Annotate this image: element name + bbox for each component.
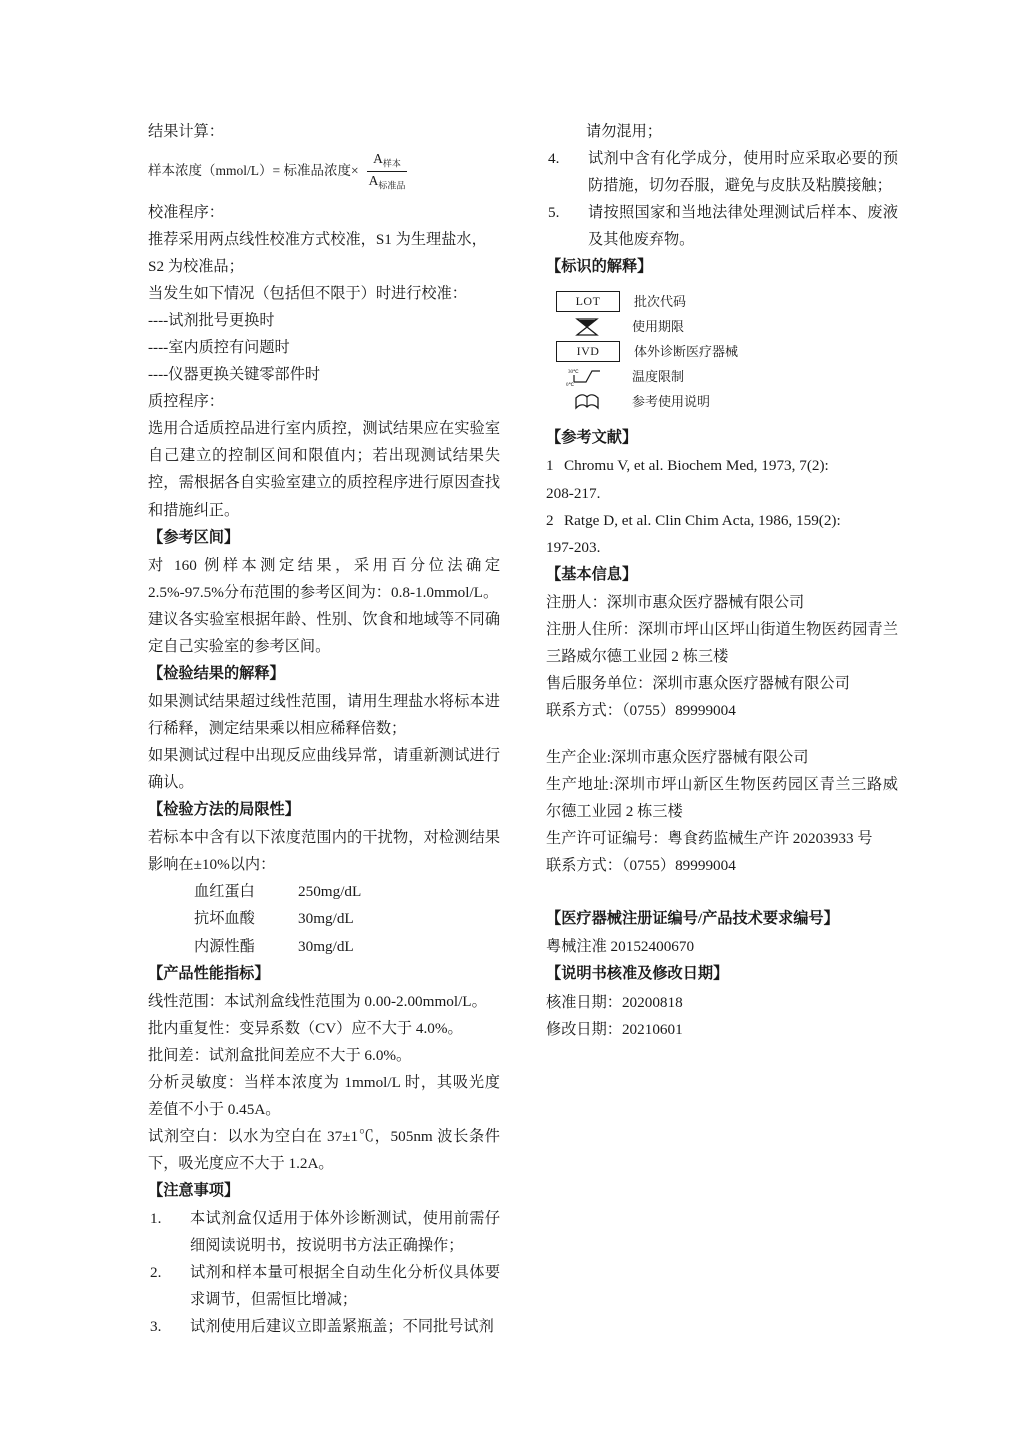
basic-info-heading: 【基本信息】 (546, 565, 638, 583)
svg-text:0℃: 0℃ (566, 382, 575, 388)
symbol-label: 温度限制 (632, 369, 685, 385)
performance-line-3: 批间差：试剂盒批间差应不大于 6.0%。 (148, 1046, 412, 1064)
list-item (546, 145, 898, 199)
performance-line-1: 线性范围：本试剂盒线性范围为 0.00-2.00mmol/L。 (148, 992, 487, 1010)
calibration-line-5: ----室内质控有问题时 (148, 339, 290, 357)
symbol-label: 使用期限 (632, 319, 685, 335)
ivd-icon: IVD (556, 341, 620, 362)
item-number: 4. (548, 150, 560, 168)
item-number: 1. (150, 1210, 162, 1228)
two-column-layout (148, 118, 932, 1340)
item-number: 2. (150, 1264, 162, 1282)
list-item (148, 1313, 500, 1340)
limit-name: 血红蛋白 (194, 883, 255, 901)
table-row (194, 878, 500, 905)
service-unit-line: 售后服务单位：深圳市惠众医疗器械有限公司 (546, 674, 850, 692)
item-number: 5. (548, 204, 560, 222)
limit-value: 30mg/dL (298, 937, 354, 955)
limit-value: 30mg/dL (298, 910, 354, 928)
spacer (546, 724, 898, 744)
spacer (546, 879, 898, 905)
limit-name: 抗坏血酸 (194, 910, 255, 928)
book-icon (556, 391, 618, 412)
result-calculation-heading: 结果计算： (148, 123, 224, 140)
reference-item (546, 452, 898, 479)
limitation-heading: 【检验方法的局限性】 (148, 801, 300, 819)
item-text: 试剂中含有化学成分，使用时应采取必要的预防措施，切勿吞服，避免与皮肤及粘膜接触； (588, 150, 898, 195)
symbol-row-instructions (556, 389, 898, 414)
calibration-line-3: 当发生如下情况（包括但不限于）时进行校准： (148, 285, 467, 303)
list-item (148, 1259, 500, 1313)
manufacturer-line: 生产企业:深圳市惠众医疗器械有限公司 (546, 749, 809, 767)
right-column (546, 118, 898, 1043)
interpretation-text-1: 如果测试结果超过线性范围，请用生理盐水将标本进行稀释，测定结果乘以相应稀释倍数； (148, 693, 500, 738)
symbol-label: 参考使用说明 (632, 394, 711, 410)
limit-name: 内源性酯 (194, 937, 255, 955)
symbol-row-temperature (556, 364, 898, 389)
reference-item (546, 507, 898, 534)
manufacturer-contact-line: 联系方式：（0755）89999004 (546, 857, 736, 875)
interpretation-heading: 【检验结果的解释】 (148, 664, 285, 682)
list-item (546, 199, 898, 253)
qc-text: 选用合适质控品进行室内质控，测试结果应在实验室自己建立的控制区间和限值内；若出现测试结果失控，需根据各自实验室建立的质控程序进行原因查找和措施纠正。 (148, 420, 500, 519)
revision-date-line: 修改日期：20210601 (546, 1020, 683, 1038)
symbols-heading: 【标识的解释】 (546, 258, 653, 276)
approval-date-line: 核准日期：20200818 (546, 993, 683, 1011)
item-text: 请按照国家和当地法律处理测试后样本、废液及其他废弃物。 (588, 204, 898, 249)
lot-icon: LOT (556, 291, 620, 312)
registration-number-heading: 【医疗器械注册证编号/产品技术要求编号】 (546, 910, 839, 928)
contact-line: 联系方式：（0755）89999004 (546, 701, 736, 719)
performance-heading: 【产品性能指标】 (148, 964, 270, 982)
production-license-line: 生产许可证编号：粤食药监械生产许 20203933 号 (546, 830, 873, 848)
interference-limits-table (148, 878, 500, 959)
svg-text:30℃: 30℃ (568, 369, 579, 375)
limit-value: 250mg/dL (298, 883, 362, 901)
calibration-line-6: ----仪器更换关键零部件时 (148, 366, 321, 384)
qc-heading: 质控程序： (148, 393, 224, 411)
interpretation-text-2: 如果测试过程中出现反应曲线异常，请重新测试进行确认。 (148, 747, 500, 792)
item-text: 本试剂盒仅适用于体外诊断测试，使用前需仔细阅读说明书，按说明书方法正确操作； (190, 1210, 500, 1255)
thermometer-icon (556, 366, 618, 387)
calibration-line-1: 推荐采用两点线性校准方式校准，S1 为生理盐水， (148, 231, 487, 249)
registration-number-value: 粤械注准 20152400670 (546, 938, 695, 956)
reference-text-cont: 208-217. (546, 484, 601, 502)
performance-line-4: 分析灵敏度：当样本浓度为 1mmol/L 时，其吸光度差值不小于 0.45A。 (148, 1073, 500, 1118)
cautions-continued-text: 请勿混用； (586, 123, 662, 140)
left-column (148, 118, 500, 1340)
performance-line-5: 试剂空白：以水为空白在 37±1℃，505nm 波长条件下，吸光度应不大于 1.2A。 (148, 1127, 500, 1172)
reference-number: 2 (546, 511, 554, 529)
cautions-list-continued (546, 145, 898, 253)
item-number: 3. (150, 1318, 162, 1336)
calibration-line-2: S2 为校准品； (148, 258, 244, 276)
symbol-row-ivd (556, 339, 898, 364)
cautions-list (148, 1205, 500, 1340)
hourglass-icon (556, 316, 618, 337)
formula-fraction (363, 151, 412, 191)
reference-text-cont: 197-203. (546, 538, 601, 556)
symbol-label: 体外诊断医疗器械 (634, 344, 739, 360)
table-row (194, 933, 500, 960)
reference-interval-heading: 【参考区间】 (148, 528, 240, 546)
registrant-address-line: 注册人住所：深圳市坪山区坪山街道生物医药园青兰三路威尔德工业园 2 栋三楼 (546, 620, 898, 665)
performance-line-2: 批内重复性：变异系数（CV）应不大于 4.0%。 (148, 1019, 463, 1037)
manufacturer-address-line: 生产地址:深圳市坪山新区生物医药园区青兰三路威尔德工业园 2 栋三楼 (546, 776, 898, 821)
reference-number: 1 (546, 457, 554, 475)
reference-interval-text-2: 建议各实验室根据年龄、性别、饮食和地域等不同确定自己实验室的参考区间。 (148, 610, 500, 655)
reference-interval-text: 对 160 例样本测定结果，采用百分位法确定2.5%-97.5%分布范围的参考区间为：0.8-1.0mmol/L。 (148, 556, 500, 601)
cautions-heading: 【注意事项】 (148, 1182, 240, 1200)
formula-numerator: $A_{样本}$ (367, 151, 407, 171)
reference-text: Chromu V, et al. Biochem Med, 1973, 7(2): (564, 457, 829, 475)
symbols-legend (546, 289, 898, 414)
registrant-line: 注册人：深圳市惠众医疗器械有限公司 (546, 593, 805, 611)
item-text: 试剂和样本量可根据全自动生化分析仪具体要求调节，但需恒比增减； (190, 1264, 500, 1309)
calibration-line-4: ----试剂批号更换时 (148, 312, 275, 330)
symbol-row-expiry (556, 314, 898, 339)
list-item (148, 1205, 500, 1259)
references-heading: 【参考文献】 (546, 429, 638, 447)
limitation-text: 若标本中含有以下浓度范围内的干扰物，对检测结果影响在±10%以内： (148, 829, 500, 874)
approval-date-heading: 【说明书核准及修改日期】 (546, 965, 729, 983)
formula-denominator: $A_{标准品}$ (368, 172, 406, 191)
symbol-row-lot (556, 289, 898, 314)
table-row (194, 905, 500, 932)
formula-left-side: 样本浓度（mmol/L）= 标准品浓度× (148, 162, 359, 178)
concentration-formula (148, 151, 500, 191)
symbol-label: 批次代码 (634, 294, 687, 310)
item-text: 试剂使用后建议立即盖紧瓶盖；不同批号试剂 (190, 1318, 494, 1336)
calibration-heading: 校准程序： (148, 204, 224, 222)
reference-text: Ratge D, et al. Clin Chim Acta, 1986, 159(2): (564, 511, 841, 529)
